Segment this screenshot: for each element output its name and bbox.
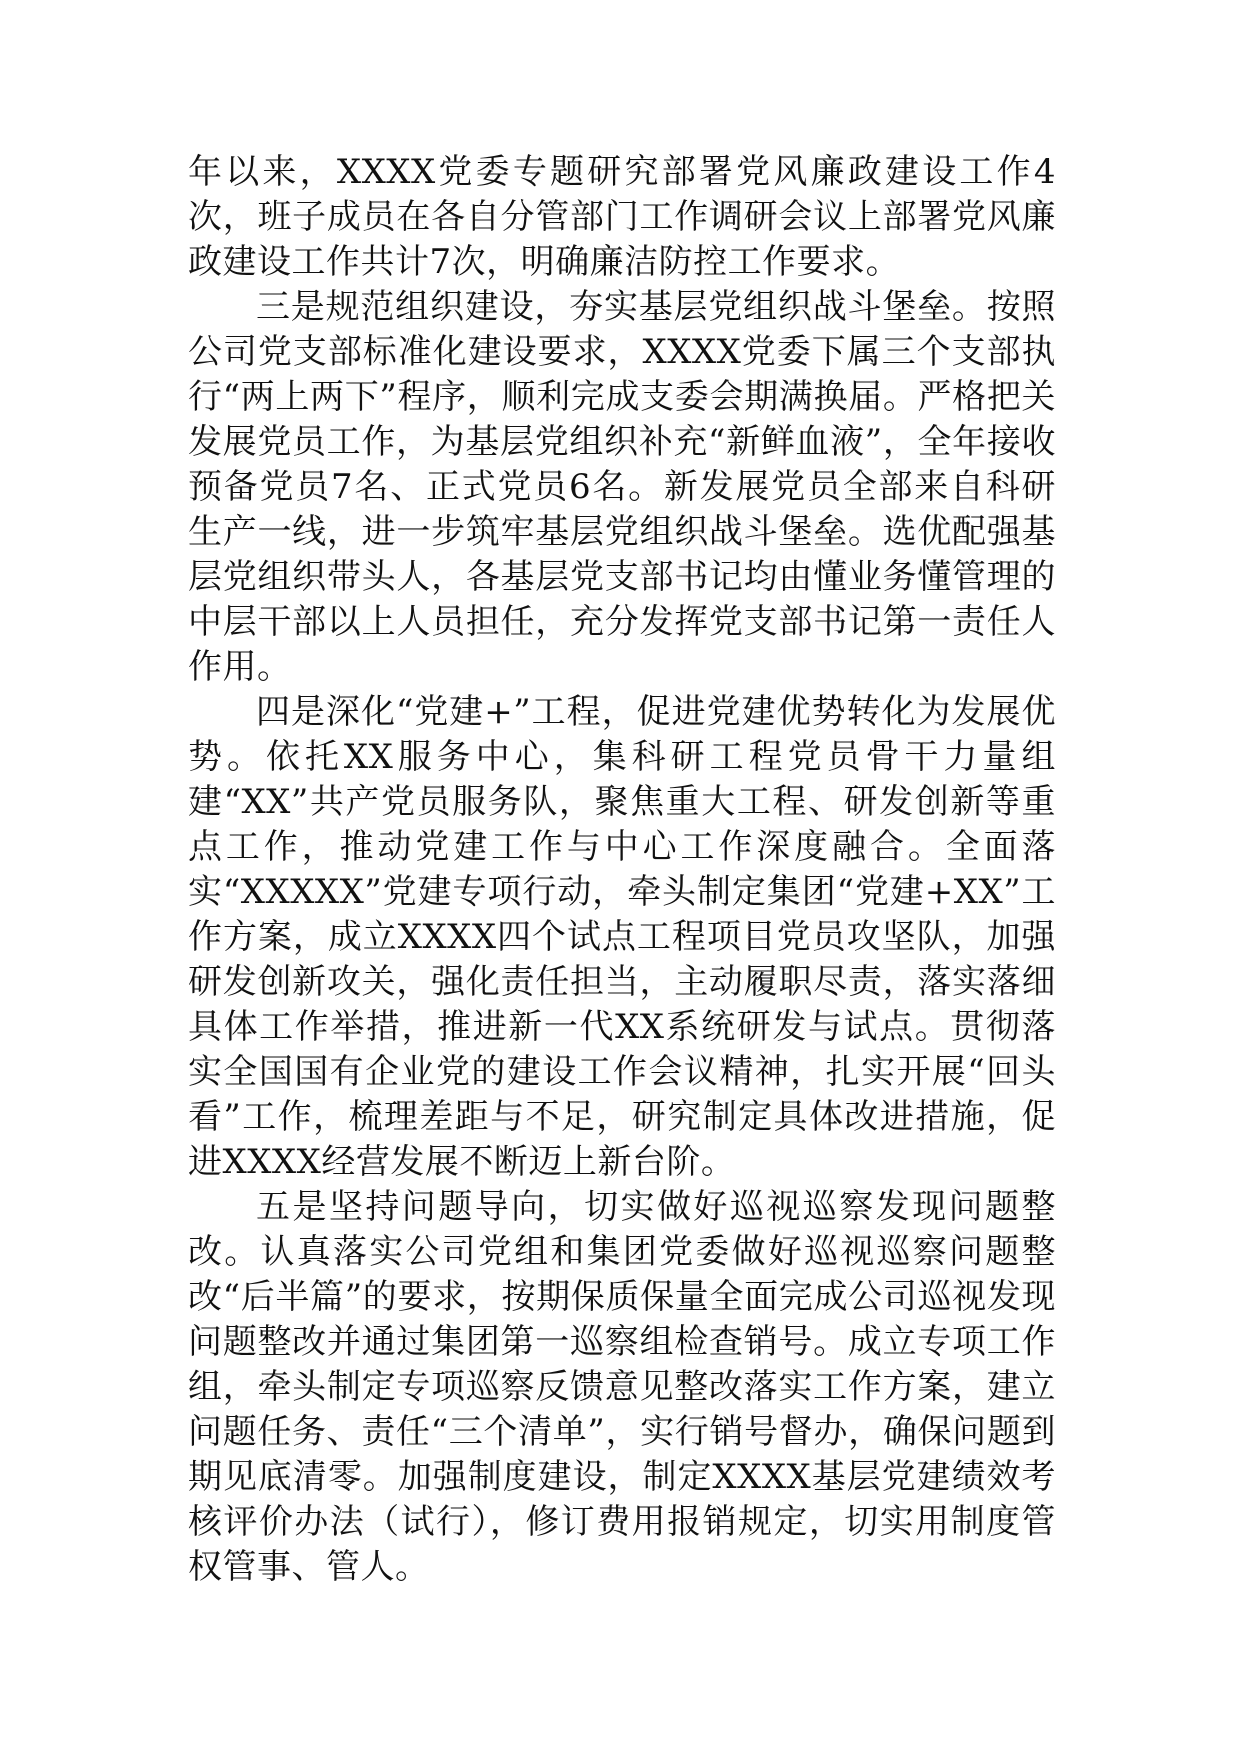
paragraph-inspection-rectification: 五是坚持问题导向，切实做好巡视巡察发现问题整改。认真落实公司党组和集团党委做好巡视巡察问题整改“后半篇”的要求，按期保质保量全面完成公司巡视发现问题整改并通过集团第一巡察组检查销号。成立专项工作组，牵头制定专项巡察反馈意见整改落实工作方案，建立问题任务、责任“三个清单”，实行销号督办，确保问题到期见底清零。加强制度建设，制定XXXX基层党建绩效考核评价办法（试行），修订费用报销规定，切实用制度管权管事、管人。 (188, 1187, 1056, 1587)
paragraph-party-building-plus: 四是深化“党建+”工程，促进党建优势转化为发展优势。依托XX服务中心，集科研工程党员骨干力量组建“XX”共产党员服务队，聚焦重大工程、研发创新等重点工作，推动党建工作与中心工作深度融合。全面落实“XXXXX”党建专项行动，牵头制定集团“党建+XX”工作方案，成立XXXX四个试点工程项目党员攻坚队，加强研发创新攻关，强化责任担当，主动履职尽责，落实落细具体工作举措，推进新一代XX系统研发与试点。贯彻落实全国国有企业党的建设工作会议精神，扎实开展“回头看”工作，梳理差距与不足，研究制定具体改进措施，促进XXXX经营发展不断迈上新台阶。 (188, 692, 1056, 1182)
paragraph-continuation: 年以来，XXXX党委专题研究部署党风廉政建设工作4次，班子成员在各自分管部门工作调研会议上部署党风廉政建设工作共计7次，明确廉洁防控工作要求。 (188, 152, 1056, 282)
paragraph-organization-building: 三是规范组织建设，夯实基层党组织战斗堡垒。按照公司党支部标准化建设要求，XXXX党委下属三个支部执行“两上两下”程序，顺利完成支委会期满换届。严格把关发展党员工作，为基层党组织补充“新鲜血液”，全年接收预备党员7名、正式党员6名。新发展党员全部来自科研生产一线，进一步筑牢基层党组织战斗堡垒。选优配强基层党组织带头人，各基层党支部书记均由懂业务懂管理的中层干部以上人员担任，充分发挥党支部书记第一责任人作用。 (188, 287, 1056, 687)
document-body (188, 150, 1056, 1590)
